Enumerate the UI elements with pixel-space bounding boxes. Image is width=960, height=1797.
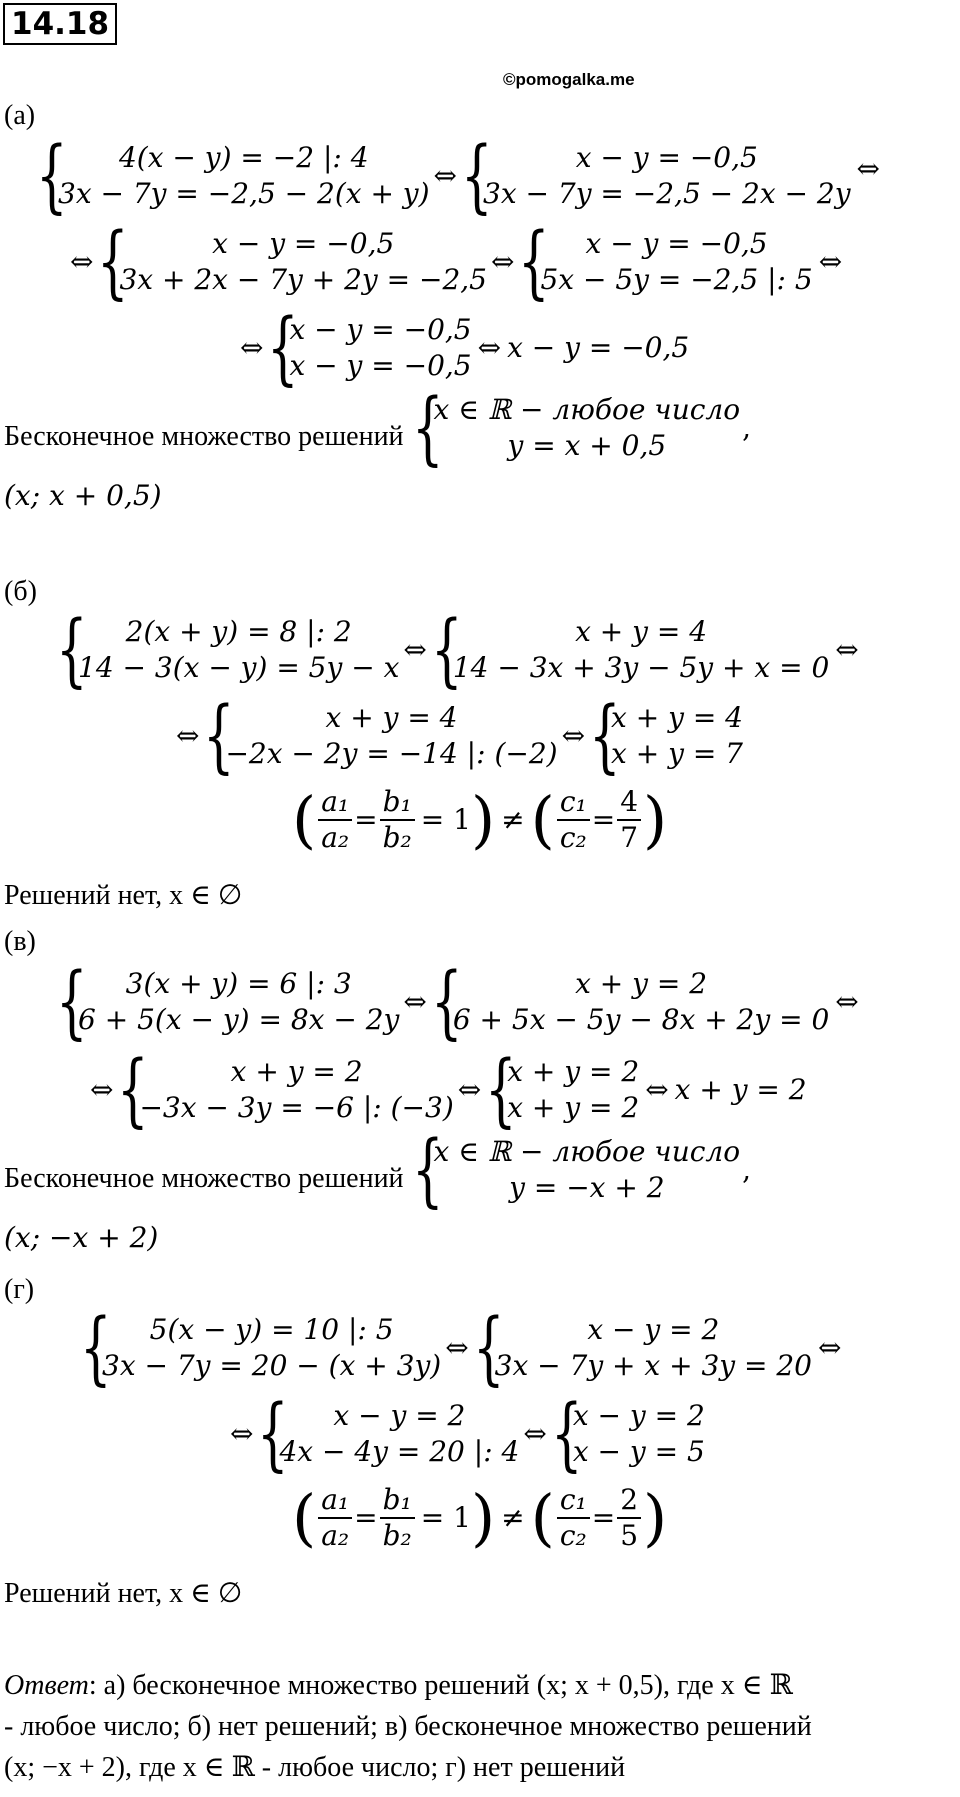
equation: 4(x − y) = −2 |: 4 (118, 141, 369, 174)
equation: x − y = −0,5 (289, 313, 472, 346)
equation: x + y = 2 (575, 967, 708, 1000)
brace-icon: { (430, 955, 463, 1048)
equation: x − y = −0,5 (585, 227, 768, 260)
equivalence-sign: ⇔ (403, 633, 427, 666)
brace-icon: { (56, 603, 88, 696)
part-v-label: (в) (4, 926, 36, 957)
result-equation: x − y = −0,5 (507, 331, 690, 364)
brace-icon: { (430, 603, 463, 696)
equivalence-sign: ⇔ (403, 985, 427, 1018)
system (56, 955, 400, 1048)
watermark: ©pomogalka.me (503, 70, 635, 89)
equation: x − y = −0,5 (212, 227, 395, 260)
equivalence-sign: ⇔ (490, 245, 515, 278)
equation: x + y = 4 (575, 615, 708, 648)
equivalence-sign: ⇔ (835, 633, 859, 666)
solution-text: Бесконечное множество решений (4, 1163, 404, 1194)
system (518, 215, 813, 308)
part-b-line-1 (56, 603, 859, 696)
answer-line-2: - любое число; б) нет решений; в) бесконечное множество решений (4, 1711, 812, 1742)
part-b-ratio: ( $\frac{\text{a₁}}{\text{a₂}}$ = $\frac{\text{b₁}}{\text{b₂}}$ = 1 ) ≠ ( $\frac{\text{c₁}}{\text{c₂}}$ = $\frac{4}{7}$ ) (292, 783, 668, 856)
equivalence-sign: ⇔ (818, 245, 843, 278)
equation: 5x − 5y = −2,5 |: 5 (540, 263, 813, 296)
fraction: $\frac{\text{a₁}}{\text{a₂}}$ (318, 785, 352, 855)
fraction: $\frac{4}{7}$ (617, 785, 641, 855)
system (550, 1387, 705, 1480)
brace-icon: { (461, 129, 493, 222)
solution-text: Бесконечное множество решений (4, 421, 404, 452)
equation: 3x − 7y = 20 − (x + 3y) (102, 1349, 442, 1382)
equation: 2(x + y) = 8 |: 2 (125, 615, 352, 648)
equivalence-sign: ⇔ (240, 331, 264, 364)
part-v-line-1 (56, 955, 859, 1048)
brace-icon: { (203, 689, 236, 782)
equation: x + y = 4 (325, 701, 458, 734)
equivalence-sign: ⇔ (561, 719, 586, 752)
brace-icon: { (257, 1387, 290, 1480)
part-g-line-1 (80, 1301, 842, 1394)
equivalence-sign: ⇔ (433, 159, 458, 192)
equivalence-sign: ⇔ (835, 985, 859, 1018)
equation: 14 − 3x + 3y − 5y + x = 0 (452, 651, 830, 684)
equation: 3x − 7y = −2,5 − 2x − 2y (483, 177, 851, 210)
fraction: $\frac{\text{b₁}}{\text{b₂}}$ (380, 785, 415, 855)
system (589, 689, 743, 782)
brace-icon: { (518, 215, 551, 308)
part-a-label: (а) (4, 100, 36, 131)
system (411, 1123, 741, 1216)
answer-text: : а) бесконечное множество решений (x; x + 0,5), где x ∈ ℝ (88, 1670, 793, 1701)
equivalence-sign: ⇔ (457, 1073, 482, 1106)
equation: 4x − 4y = 20 |: 4 (279, 1435, 520, 1468)
not-equal-sign: ≠ (501, 803, 525, 836)
brace-icon: { (411, 381, 444, 474)
brace-icon: { (56, 955, 88, 1048)
system (430, 955, 830, 1048)
equation: −3x − 3y = −6 |: (−3) (139, 1091, 454, 1124)
equivalence-sign: ⇔ (856, 152, 880, 185)
fraction: $\frac{\text{a₁}}{\text{a₂}}$ (318, 1483, 352, 1553)
equation: 3x + 2x − 7y + 2y = −2,5 (119, 263, 487, 296)
answer-label: Ответ (4, 1670, 89, 1701)
system (97, 215, 487, 308)
equivalence-sign: ⇔ (445, 1331, 469, 1364)
equation: y = x + 0,5 (507, 429, 667, 462)
equivalence-sign: ⇔ (176, 719, 200, 752)
brace-icon: { (550, 1387, 583, 1480)
part-g-label: (г) (4, 1274, 35, 1305)
brace-icon: { (80, 1301, 112, 1394)
equation: x − y = 2 (587, 1313, 720, 1346)
part-g-line-2 (230, 1387, 705, 1480)
part-a-line-1 (36, 129, 880, 222)
system (430, 603, 830, 696)
brace-icon: { (485, 1043, 517, 1136)
brace-icon: { (267, 301, 300, 394)
equation: 6 + 5x − 5y − 8x + 2y = 0 (452, 1003, 830, 1036)
part-a-solution-set (4, 381, 752, 474)
brace-icon: { (411, 1123, 444, 1216)
equation: 3(x + y) = 6 |: 3 (125, 967, 352, 1000)
fraction: $\frac{\text{b₁}}{\text{b₂}}$ (380, 1483, 415, 1553)
answer-line-1 (4, 1670, 793, 1702)
system (80, 1301, 442, 1394)
equation: x − y = 2 (572, 1399, 705, 1432)
equation: 3x − 7y + x + 3y = 20 (494, 1349, 812, 1382)
equation: x ∈ ℝ − любое число (433, 393, 741, 426)
equation: −2x − 2y = −14 |: (−2) (225, 737, 558, 770)
part-g-ratio: ( $\frac{\text{a₁}}{\text{a₂}}$ = $\frac{\text{b₁}}{\text{b₂}}$ = 1 ) ≠ ( $\frac{\text{c₁}}{\text{c₂}}$ = $\frac{2}{5}$ ) (292, 1481, 668, 1554)
equivalence-sign: ⇔ (645, 1073, 669, 1106)
equation: x − y = −0,5 (575, 141, 758, 174)
brace-icon: { (589, 689, 621, 782)
system (411, 381, 741, 474)
part-a-line-2 (70, 215, 843, 308)
equivalence-sign: ⇔ (70, 245, 94, 278)
equals-one: = 1 (420, 803, 471, 836)
fraction: $\frac{\text{c₁}}{\text{c₂}}$ (557, 785, 590, 855)
part-b-line-2 (176, 689, 743, 782)
equation: x ∈ ℝ − любое число (433, 1135, 741, 1168)
equation: x + y = 7 (611, 737, 743, 770)
part-v-line-2 (90, 1043, 807, 1136)
equation: 14 − 3(x − y) = 5y − x (78, 651, 400, 684)
equation: x − y = 5 (572, 1435, 705, 1468)
not-equal-sign: ≠ (501, 1501, 525, 1534)
system (257, 1387, 520, 1480)
brace-icon: { (472, 1301, 505, 1394)
part-v-pair: (x; −x + 2) (4, 1221, 159, 1254)
equation: x + y = 2 (230, 1055, 363, 1088)
system (56, 603, 400, 696)
equation: 5(x − y) = 10 |: 5 (149, 1313, 394, 1346)
brace-icon: { (97, 215, 130, 308)
comma: , (742, 411, 752, 444)
equation: x + y = 4 (611, 701, 743, 734)
brace-icon: { (117, 1043, 150, 1136)
answer-line-3: (x; −x + 2), где x ∈ ℝ - любое число; г) нет решений (4, 1752, 626, 1783)
part-b-conclusion: Решений нет, x ∈ ∅ (4, 880, 243, 911)
equation: x − y = 2 (333, 1399, 466, 1432)
equivalence-sign: ⇔ (90, 1073, 114, 1106)
equation: 3x − 7y = −2,5 − 2(x + y) (58, 177, 430, 210)
fraction: $\frac{2}{5}$ (617, 1483, 641, 1553)
equation: 6 + 5(x − y) = 8x − 2y (78, 1003, 400, 1036)
equation: y = −x + 2 (509, 1171, 665, 1204)
part-g-conclusion: Решений нет, x ∈ ∅ (4, 1578, 243, 1609)
equivalence-sign: ⇔ (818, 1331, 842, 1364)
system (472, 1301, 812, 1394)
equation: x + y = 2 (507, 1091, 640, 1124)
system (267, 301, 472, 394)
system (485, 1043, 640, 1136)
part-b-label: (б) (4, 576, 37, 607)
problem-number: 14.18 (3, 3, 117, 45)
equation: x − y = −0,5 (289, 349, 472, 382)
part-a-pair: (x; x + 0,5) (4, 479, 162, 512)
fraction: $\frac{\text{c₁}}{\text{c₂}}$ (557, 1483, 590, 1553)
brace-icon: { (36, 129, 68, 222)
equivalence-sign: ⇔ (523, 1417, 547, 1450)
comma: , (742, 1153, 752, 1186)
equivalence-sign: ⇔ (477, 331, 502, 364)
system (117, 1043, 454, 1136)
equation: x + y = 2 (507, 1055, 640, 1088)
part-v-solution-set (4, 1123, 752, 1216)
equals-one: = 1 (420, 1501, 471, 1534)
system (36, 129, 430, 222)
part-a-line-3 (240, 301, 690, 394)
system (203, 689, 558, 782)
equivalence-sign: ⇔ (230, 1417, 254, 1450)
system (461, 129, 851, 222)
result-equation: x + y = 2 (674, 1073, 807, 1106)
